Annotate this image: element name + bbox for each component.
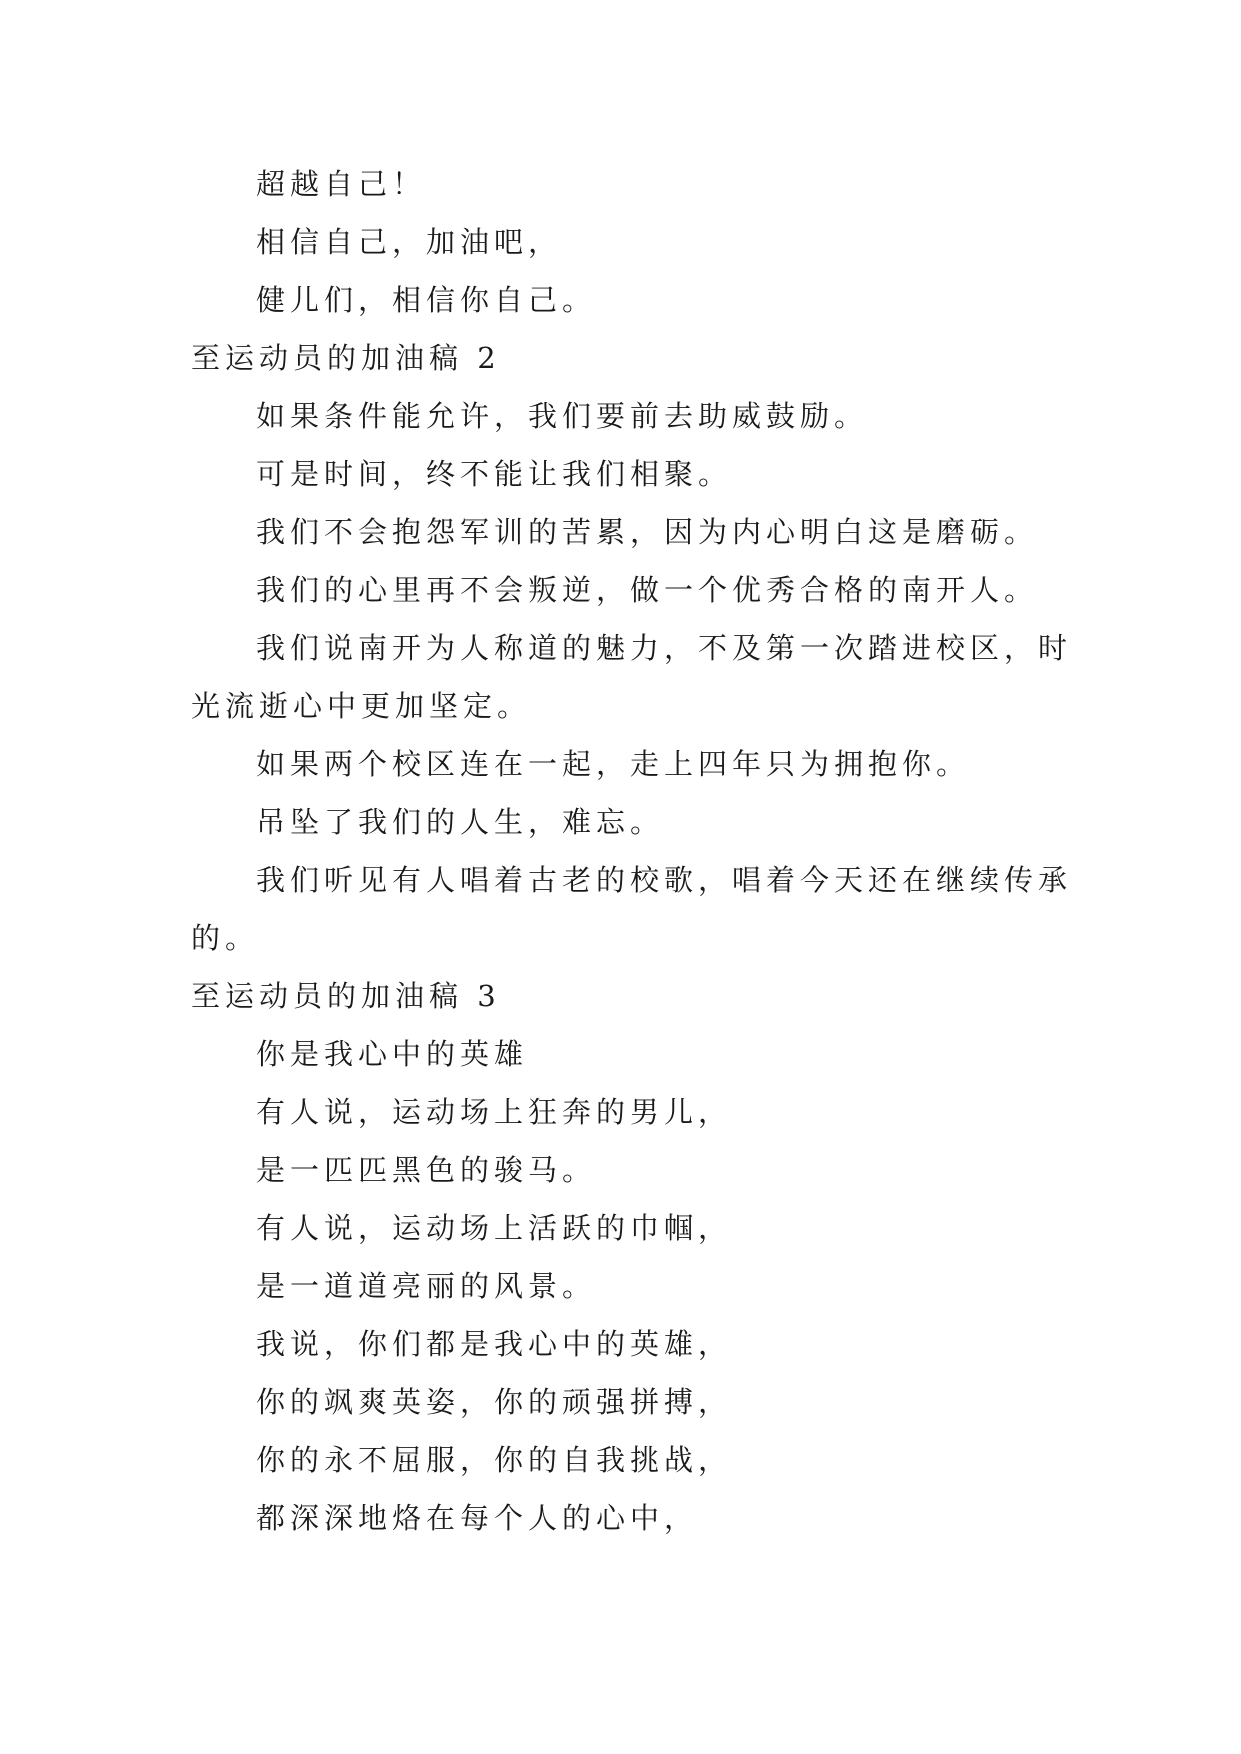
text-line: 相信自己，加油吧， — [256, 225, 563, 259]
text-line: 可是时间，终不能让我们相聚。 — [256, 457, 733, 491]
text-line: 如果两个校区连在一起，走上四年只为拥抱你。 — [256, 747, 971, 781]
document-body — [191, 155, 1073, 1547]
text-line: 吊坠了我们的人生，难忘。 — [256, 805, 665, 839]
text-line: 我们的心里再不会叛逆，做一个优秀合格的南开人。 — [256, 573, 1039, 607]
text-line: 我们说南开为人称道的魅力，不及第一次踏进校区，时 — [256, 631, 1073, 665]
text-line: 我说，你们都是我心中的英雄， — [256, 1327, 733, 1361]
text-line: 有人说，运动场上狂奔的男儿， — [256, 1095, 733, 1129]
text-line-continuation: 光流逝心中更加坚定。 — [191, 689, 532, 723]
text-line: 是一道道亮丽的风景。 — [256, 1269, 597, 1303]
text-line-continuation: 的。 — [191, 921, 260, 955]
text-line: 你是我心中的英雄 — [256, 1037, 529, 1071]
text-line: 你的飒爽英姿，你的顽强拼搏， — [256, 1385, 733, 1419]
text-line: 我们不会抱怨军训的苦累，因为内心明白这是磨砺。 — [256, 515, 1039, 549]
text-line: 是一匹匹黑色的骏马。 — [256, 1153, 597, 1187]
section-heading: 至运动员的加油稿 2 — [191, 341, 501, 375]
text-line: 有人说，运动场上活跃的巾帼， — [256, 1211, 733, 1245]
text-line: 如果条件能允许，我们要前去助威鼓励。 — [256, 399, 869, 433]
text-line: 都深深地烙在每个人的心中， — [256, 1501, 699, 1535]
text-line: 超越自己！ — [256, 167, 427, 201]
text-line: 我们听见有人唱着古老的校歌，唱着今天还在继续传承 — [256, 863, 1073, 897]
text-line: 你的永不屈服，你的自我挑战， — [256, 1443, 733, 1477]
section-heading: 至运动员的加油稿 3 — [191, 979, 501, 1013]
text-line: 健儿们，相信你自己。 — [256, 283, 597, 317]
